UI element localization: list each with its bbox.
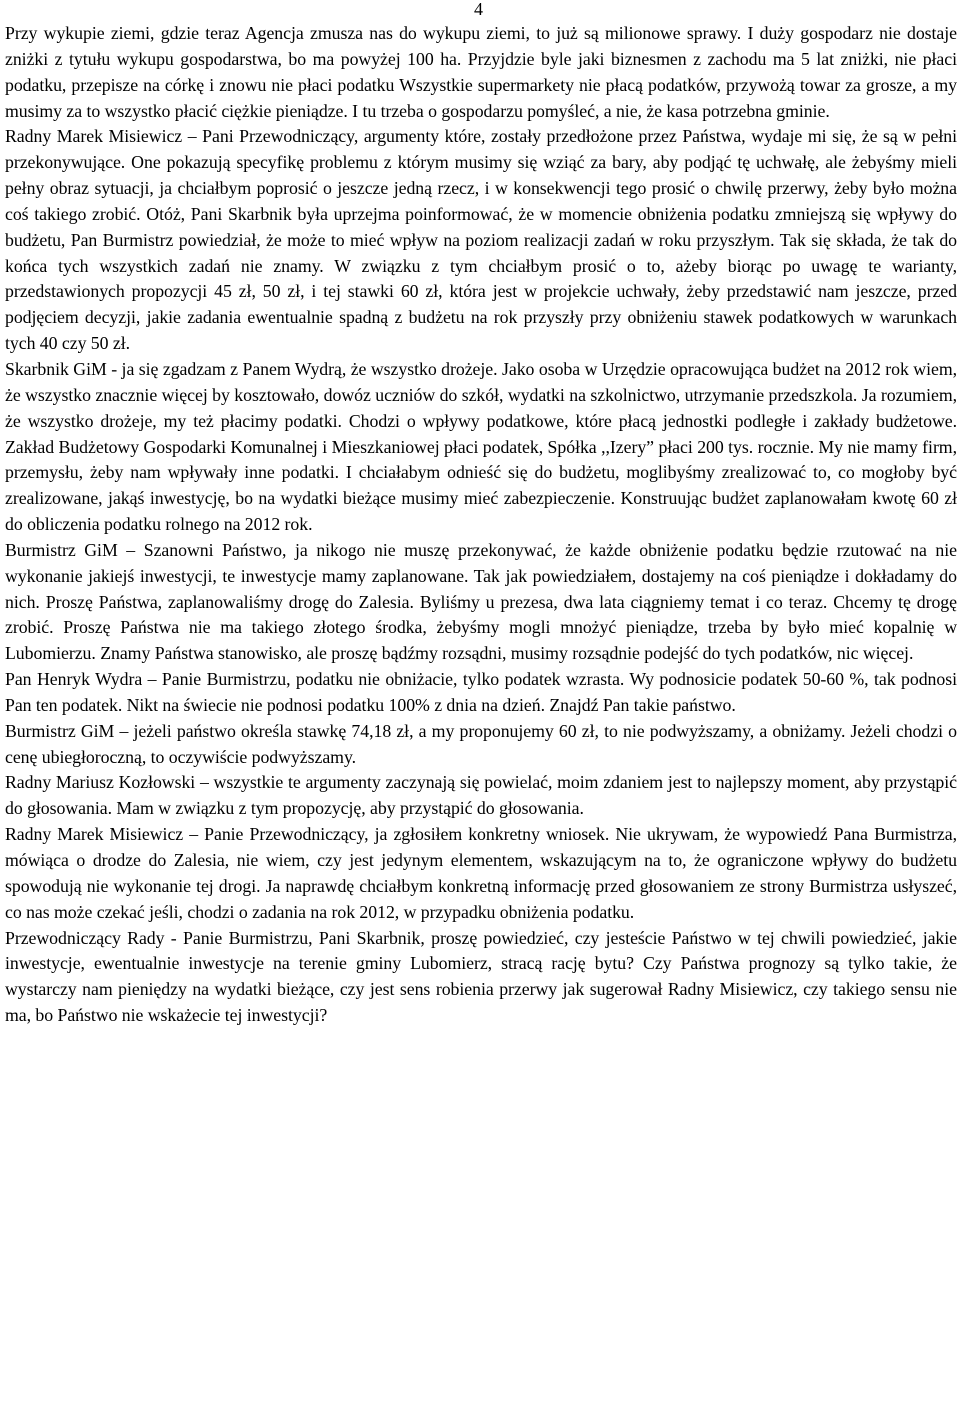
paragraph-misiewicz-1: Radny Marek Misiewicz – Pani Przewodniczący, argumenty które, zostały przedłożone przez Państwa, wydaje mi się, że są w pełni przekonywujące. One pokazują specyfikę problemu z którym musimy się wziąć za bary, aby podjąć tę uchwałę, ale żebyśmy mieli pełny obraz sytuacji, ja chciałbym poprosić o jeszcze jedną rzecz, i w konsekwencji tego prosić o chwilę przerwy, żeby było można coś takiego zrobić. Otóż, Pani Skarbnik była uprzejma poinformować, że w momencie obniżenia podatku zmniejszą się wpływy do budżetu, Pan Burmistrz powiedział, że może to mieć wpływ na poziom realizacji zadań w roku przyszłym. Tak się składa, że tak do końca tych wszystkich zadań nie znamy. W związku z tym chciałbym prosić o to, ażeby biorąc po uwagę te warianty, przedstawionych propozycji 45 zł, 50 zł, i tej stawki 60 zł, która jest w projekcie uchwały, żeby przedstawić nam jeszcze, przed podjęciem decyzji, jakie zadania ewentualnie spadną z budżetu na rok przyszły przy obniżeniu stawek podatkowych w warunkach tych 40 czy 50 zł. <box>5 126 957 354</box>
paragraph-przewodniczacy: Przewodniczący Rady - Panie Burmistrzu, Pani Skarbnik, proszę powiedzieć, czy jesteście Państwo w tej chwili powiedzieć, jakie inwestycje, ewentualnie inwestycje na terenie gminy Lubomierz, stracą rację bytu? Czy Państwa prognozy są tylko takie, że wystarczy nam pieniędzy na wydatki bieżące, czy jest sens robienia przerwy jak sugerował Radny Misiewicz, czy takiego sensu nie ma, bo Państwo nie wskażecie tej inwestycji? <box>5 927 957 1026</box>
document-body <box>5 21 957 1029</box>
paragraph-intro: Przy wykupie ziemi, gdzie teraz Agencja zmusza nas do wykupu ziemi, to już są milionowe sprawy. I duży gospodarz nie dostaje zniżki z tytułu wykupu gospodarstwa, bo ma powyżej 100 ha. Przyjdzie byle jaki biznesmen z zachodu ma 5 lat zniżki, nie płaci podatku, przepisze na córkę i znowu nie płaci podatku Wszystkie supermarkety nie płacą podatków, przywożą towar za grosze, a my musimy za to wszystko płacić ciężkie pieniądze. I tu trzeba o gospodarzu pomyśleć, a nie, że kasa potrzebna gminie. <box>5 23 957 121</box>
page-number: 4 <box>474 0 483 19</box>
paragraph-skarbnik: Skarbnik GiM - ja się zgadzam z Panem Wydrą, że wszystko drożeje. Jako osoba w Urzędzie opracowująca budżet na 2012 rok wiem, że wszystko znacznie więcej by kosztowało, dowóz uczniów do szkół, wydatki na szkolnictwo, utrzymanie przedszkola. Ja rozumiem, że wszystko drożeje, my też płacimy podatki. Chodzi o wpływy podatkowe, które płacą jednostki podległe i zakłady budżetowe. Zakład Budżetowy Gospodarki Komunalnej i Mieszkaniowej płaci podatek, Spółka ,,Izery” płaci 200 tys. rocznie. My nie mamy firm, przemysłu, żeby nam wpływały inne podatki. I chciałabym odnieść się do budżetu, moglibyśmy zrealizować to, co mogłoby być zrealizowane, jakąś inwestycję, bo na wydatki bieżące musimy mieć zabezpieczenie. Konstruując budżet zaplanowałam kwotę 60 zł do obliczenia podatku rolnego na 2012 rok. <box>5 358 957 535</box>
paragraph-misiewicz-2: Radny Marek Misiewicz – Panie Przewodniczący, ja zgłosiłem konkretny wniosek. Nie ukrywam, że wypowiedź Pana Burmistrza, mówiąca o drodze do Zalesia, nie wiem, czy jest jedynym elementem, wskazującym na to, że ograniczone wpływy do budżetu spowodują nie wykonanie tej drogi. Ja naprawdę chciałbym konkretną informację przed głosowaniem ze strony Burmistrza usłyszeć, co nas może czekać jeśli, chodzi o zadania na rok 2012, w przypadku obniżenia podatku. <box>5 824 957 922</box>
paragraph-burmistrz-2: Burmistrz GiM – jeżeli państwo określa stawkę 74,18 zł, a my proponujemy 60 zł, to nie podwyższamy, a obniżamy. Jeżeli chodzi o cenę ubiegłoroczną, to oczywiście podwyższamy. <box>5 720 957 767</box>
paragraph-kozlowski: Radny Mariusz Kozłowski – wszystkie te argumenty zaczynają się powielać, moim zdaniem jest to najlepszy moment, aby przystąpić do głosowania. Mam w związku z tym propozycję, aby przystąpić do głosowania. <box>5 772 957 819</box>
paragraph-burmistrz-1: Burmistrz GiM – Szanowni Państwo, ja nikogo nie muszę przekonywać, że każde obniżenie podatku będzie rzutować na nie wykonanie jakiejś inwestycji, te inwestycje mamy zaplanowane. Tak jak powiedziałem, dostajemy na coś pieniądze i dokładamy do nich. Proszę Państwa, zaplanowaliśmy drogę do Zalesia. Byliśmy u prezesa, dwa lata ciągniemy temat i co teraz. Chcemy tę drogę zrobić. Proszę Państwa nie ma takiego złotego środka, żebyśmy mogli mnożyć pieniądze, trzeba by było mieć kopalnię w Lubomierzu. Znamy Państwa stanowisko, ale proszę bądźmy rozsądni, musimy rozsądnie podejść do tych podatków, nic więcej. <box>5 539 957 664</box>
paragraph-wydra: Pan Henryk Wydra – Panie Burmistrzu, podatku nie obniżacie, tylko podatek wzrasta. Wy podnosicie podatek 50-60 %, tak podnosi Pan ten podatek. Nikt na świecie nie podnosi podatku 100% z dnia na dzień. Znajdź Pan takie państwo. <box>5 669 957 715</box>
